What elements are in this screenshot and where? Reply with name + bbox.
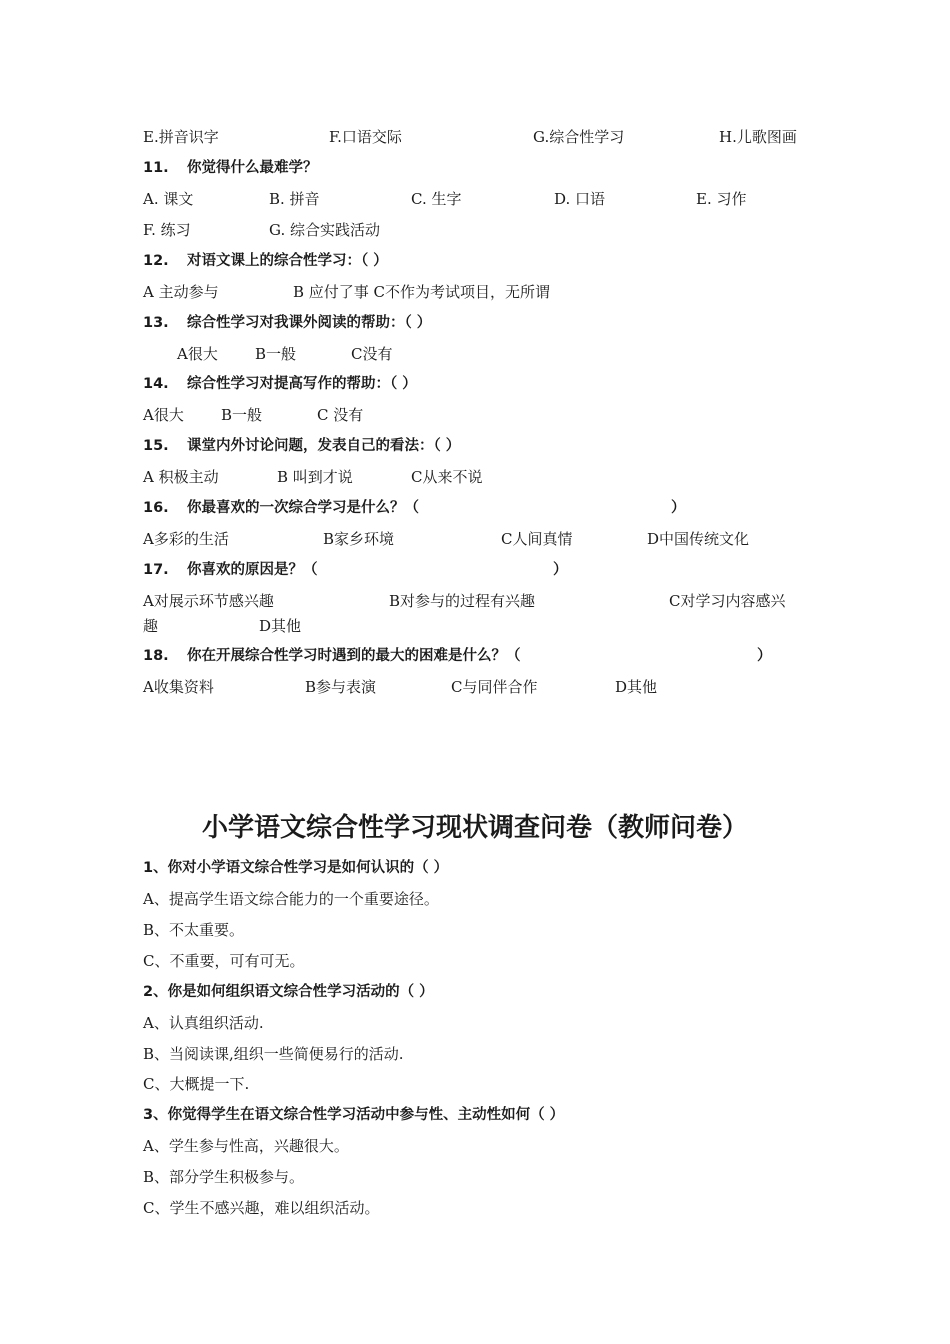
q16-option: C人间真情	[501, 530, 573, 548]
teacher-q2-option-b: B、当阅读课,组织一些简便易行的活动.	[143, 1045, 404, 1063]
q18-option: A收集资料	[143, 678, 214, 696]
question-text: 你最喜欢的一次综合学习是什么？（	[187, 500, 419, 516]
q14-option: B一般	[221, 406, 263, 424]
q12-option: B 应付了事 C不作为考试项目，无所谓	[293, 283, 551, 301]
q17-option: A对展示环节感兴趣	[143, 592, 274, 610]
q17-option: C对学习内容感兴	[669, 592, 786, 610]
q11-option: B. 拼音	[269, 190, 320, 208]
teacher-q2-option-a: A、认真组织活动.	[143, 1014, 264, 1032]
question-17	[143, 560, 568, 580]
question-number: 14.	[143, 376, 169, 392]
q17-option: D其他	[259, 617, 302, 635]
teacher-q1-option-b: B、不太重要。	[143, 921, 245, 939]
q16-option: B家乡环境	[323, 530, 395, 548]
question-18	[143, 646, 772, 666]
q18-option: B参与表演	[305, 678, 377, 696]
q11-option: D. 口语	[554, 190, 606, 208]
q18-option: D其他	[615, 678, 658, 696]
answer-bracket-close: ）	[553, 562, 568, 578]
question-number: 17.	[143, 562, 169, 578]
q11-option: A. 课文	[143, 190, 194, 208]
question-text: 你在开展综合性学习时遇到的最大的困难是什么？（	[187, 648, 521, 664]
question-14	[143, 374, 417, 394]
question-text: 你喜欢的原因是？（	[187, 562, 318, 578]
teacher-question-1: 1、你对小学语文综合性学习是如何认识的（ ）	[143, 860, 449, 876]
q11-option: C. 生字	[411, 190, 462, 208]
q13-option: A很大	[177, 345, 218, 363]
question-number: 11.	[143, 160, 169, 176]
q13-option: B一般	[255, 345, 297, 363]
q15-option: B 叫到才说	[277, 468, 353, 486]
question-11	[143, 158, 318, 178]
question-text: 综合性学习对提高写作的帮助：（ ）	[187, 376, 417, 392]
teacher-q2-option-c: C、大概提一下.	[143, 1075, 250, 1093]
question-number: 12.	[143, 253, 169, 269]
q13-option: C没有	[351, 345, 393, 363]
question-text: 你觉得什么最难学？	[187, 160, 318, 176]
teacher-q1-option-c: C、不重要，可有可无。	[143, 952, 305, 970]
q11-option: G. 综合实践活动	[269, 221, 380, 239]
question-text: 课堂内外讨论问题，发表自己的看法：（ ）	[187, 438, 461, 454]
teacher-q1-option-a: A、提高学生语文综合能力的一个重要途径。	[143, 890, 439, 908]
teacher-questionnaire-title: 小学语文综合性学习现状调查问卷（教师问卷）	[201, 813, 748, 843]
question-number: 18.	[143, 648, 169, 664]
q12-option: A 主动参与	[143, 283, 219, 301]
question-number: 15.	[143, 438, 169, 454]
question-number: 13.	[143, 315, 169, 331]
question-15	[143, 436, 460, 456]
q18-option: C与同伴合作	[451, 678, 538, 696]
question-text: 综合性学习对我课外阅读的帮助：（ ）	[187, 315, 432, 331]
q10-option-f: F.口语交际	[329, 128, 402, 146]
q10-option-g: G.综合性学习	[533, 128, 625, 146]
question-16	[143, 498, 686, 518]
q10-option-h: H.儿歌图画	[719, 128, 797, 146]
q17-option-wrap: 趣	[143, 617, 159, 635]
q11-option: E. 习作	[696, 190, 747, 208]
teacher-q3-option-b: B、部分学生积极参与。	[143, 1168, 305, 1186]
q17-option: B对参与的过程有兴趣	[389, 592, 536, 610]
q16-option: A多彩的生活	[143, 530, 229, 548]
q16-option: D中国传统文化	[647, 530, 750, 548]
teacher-q3-option-c: C、学生不感兴趣，难以组织活动。	[143, 1199, 380, 1217]
q15-option: A 积极主动	[143, 468, 219, 486]
question-13	[143, 313, 431, 333]
question-12	[143, 251, 388, 271]
teacher-q3-option-a: A、学生参与性高，兴趣很大。	[143, 1137, 349, 1155]
q15-option: C从来不说	[411, 468, 483, 486]
q10-option-e: E.拼音识字	[143, 128, 219, 146]
answer-bracket-close: ）	[671, 500, 686, 516]
q14-option: C 没有	[317, 406, 364, 424]
q11-option: F. 练习	[143, 221, 191, 239]
question-text: 对语文课上的综合性学习：（ ）	[187, 253, 388, 269]
teacher-question-2: 2、你是如何组织语文综合性学习活动的（ ）	[143, 984, 434, 1000]
q14-option: A很大	[143, 406, 184, 424]
answer-bracket-close: ）	[757, 648, 772, 664]
question-number: 16.	[143, 500, 169, 516]
teacher-question-3: 3、你觉得学生在语文综合性学习活动中参与性、主动性如何（ ）	[143, 1107, 565, 1123]
